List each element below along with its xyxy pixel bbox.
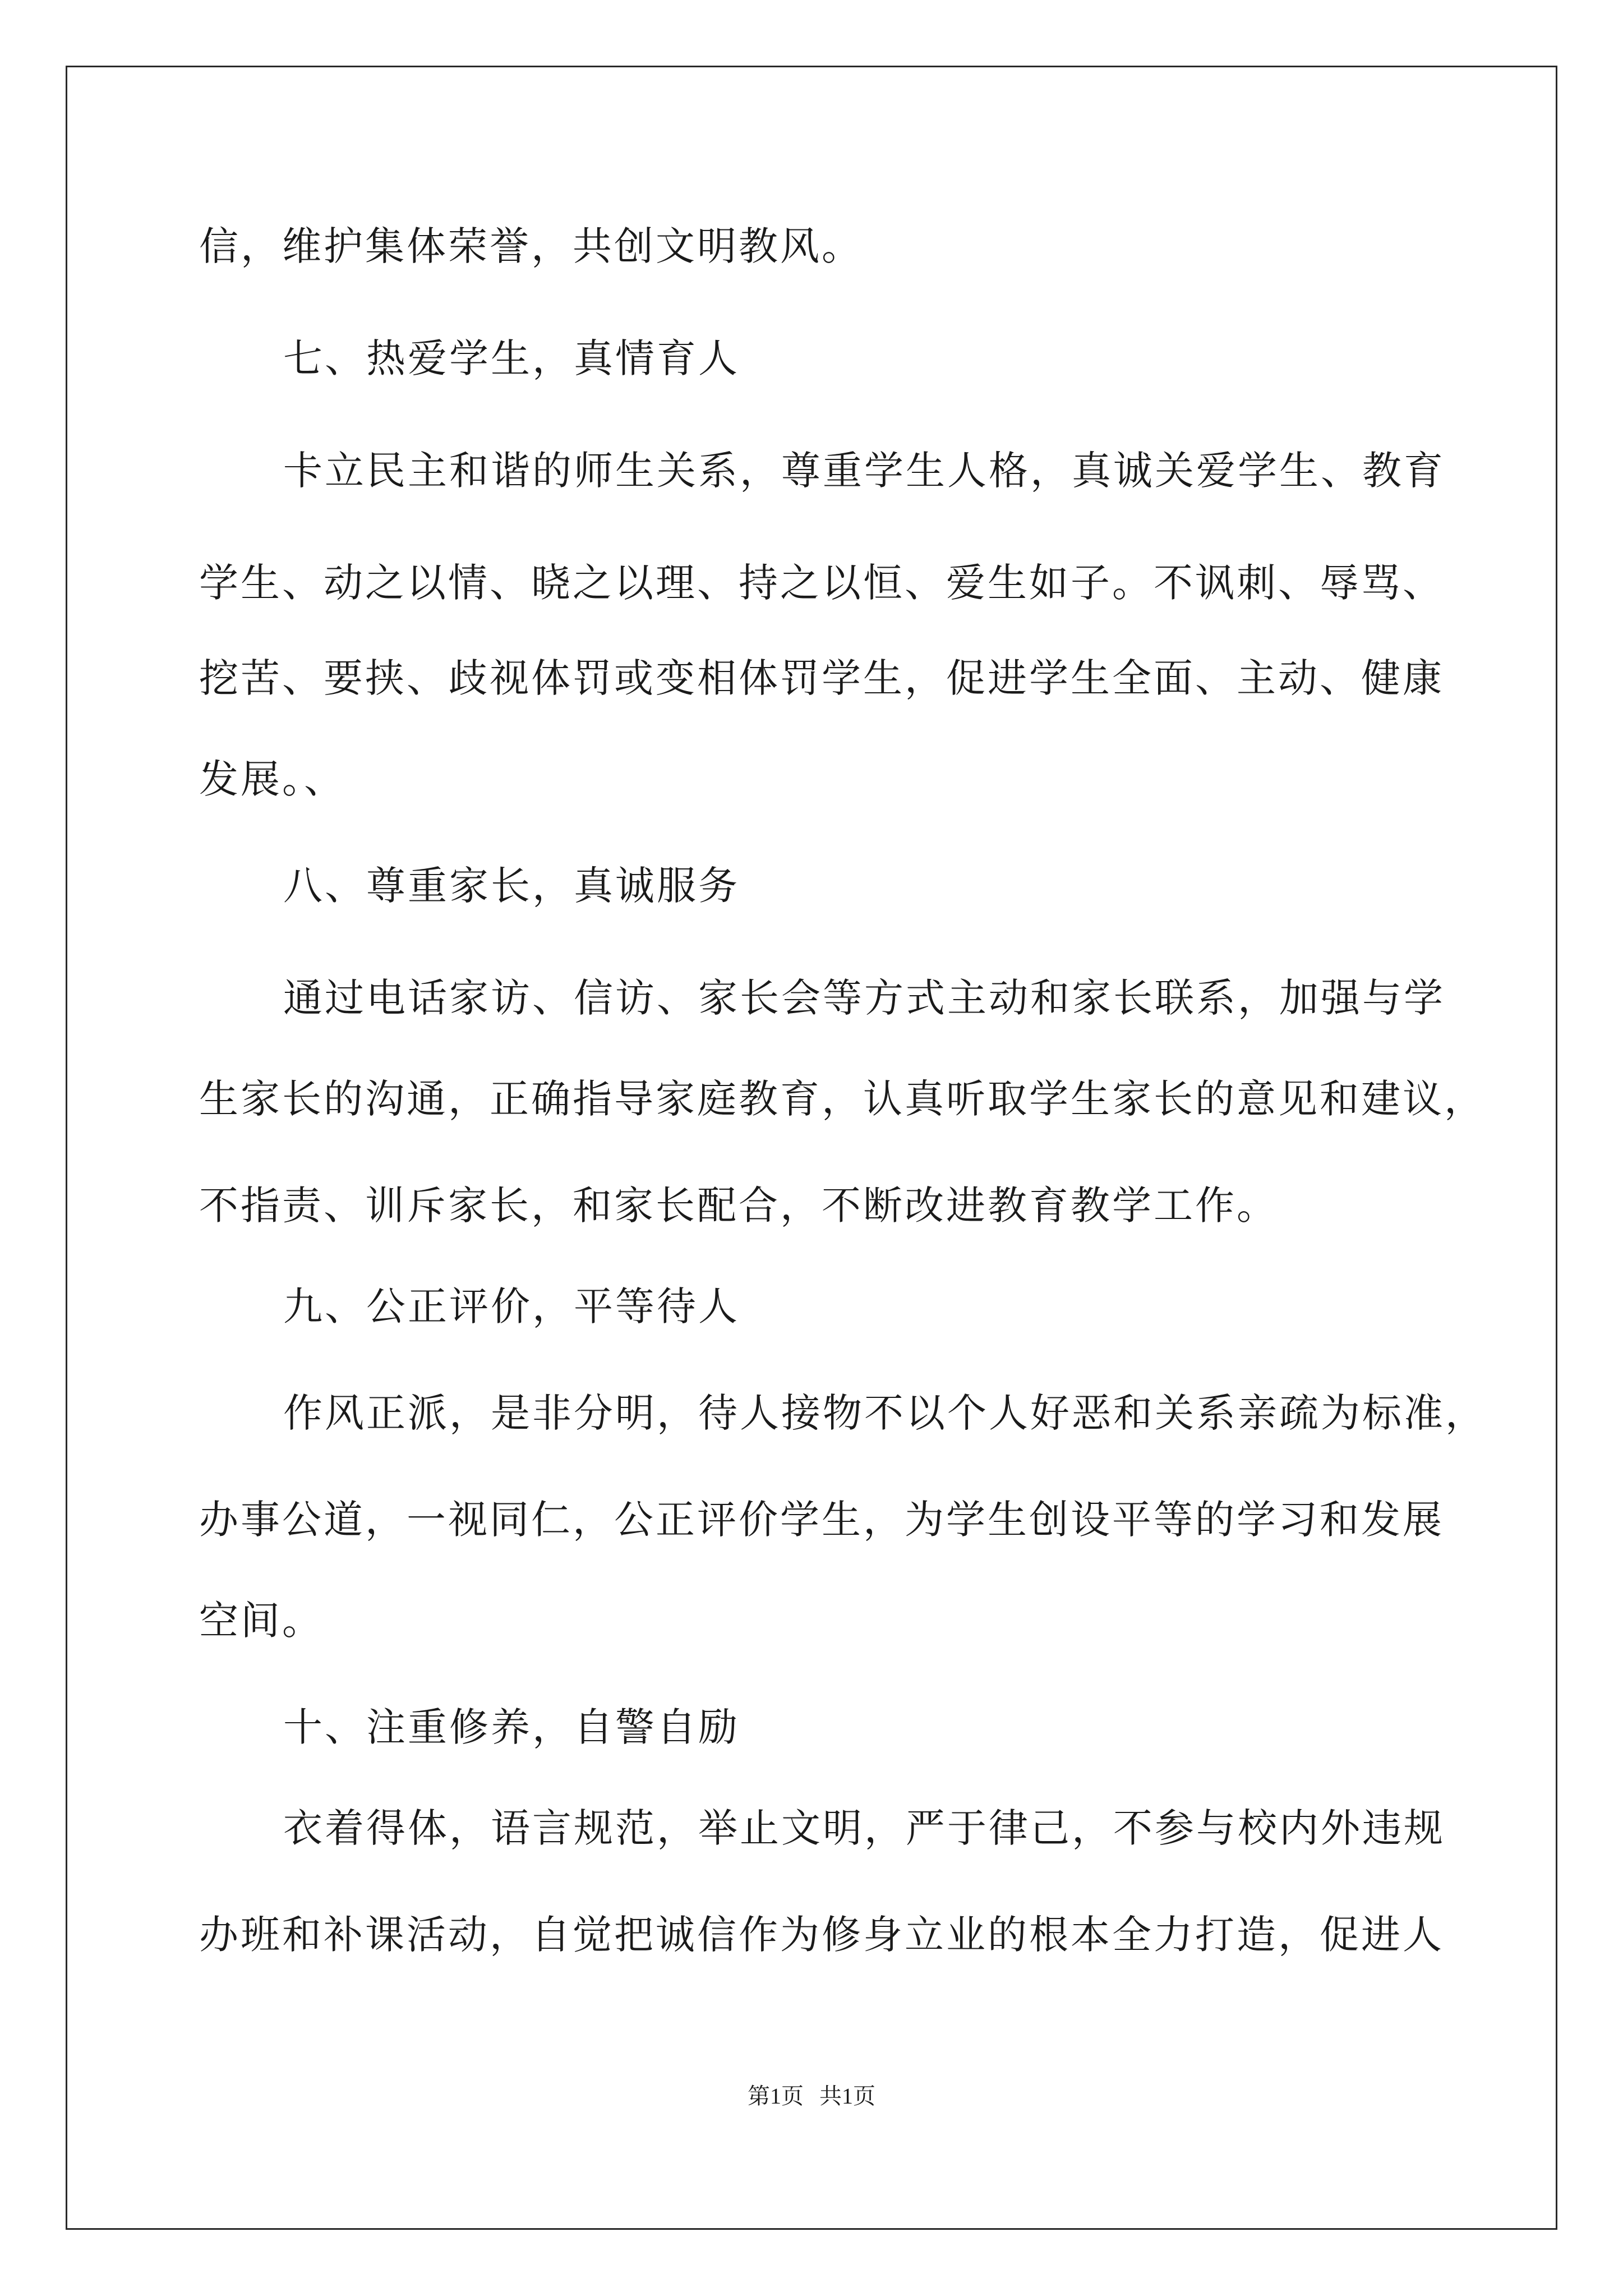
body-line: 发展。、 xyxy=(199,756,345,802)
body-line: 作风正派，是非分明，待人接物不以个人好恶和关系亲疏为标准， xyxy=(283,1390,1487,1436)
body-line: 挖苦、要挟、歧视体罚或变相体罚学生，促进学生全面、主动、健康 xyxy=(199,655,1444,701)
section-heading: 八、尊重家长，真诚服务 xyxy=(283,863,740,909)
body-line: 生家长的沟通，正确指导家庭教育，认真听取学生家长的意见和建议， xyxy=(199,1076,1486,1122)
page-border xyxy=(66,66,1557,2230)
body-line: 卡立民主和谐的师生关系，尊重学生人格，真诚关爱学生、教育 xyxy=(283,448,1445,494)
section-heading: 七、热爱学生，真情育人 xyxy=(283,335,740,381)
body-line: 办班和补课活动，自觉把诚信作为修身立业的根本全力打造，促进人 xyxy=(199,1912,1444,1958)
section-heading: 十、注重修养，自警自励 xyxy=(283,1704,740,1750)
body-line: 学生、动之以情、晓之以理、持之以恒、爱生如子。不讽刺、辱骂、 xyxy=(199,560,1444,606)
body-line: 衣着得体，语言规范，举止文明，严于律己，不参与校内外违规 xyxy=(283,1805,1445,1851)
page-number: 第1页 共1页 xyxy=(748,2083,875,2109)
body-line: 办事公道，一视同仁，公正评价学生，为学生创设平等的学习和发展 xyxy=(199,1497,1444,1543)
body-line: 通过电话家访、信访、家长会等方式主动和家长联系，加强与学 xyxy=(283,975,1445,1021)
body-line: 不指责、训斥家长，和家长配合，不断改进教育教学工作。 xyxy=(199,1182,1278,1228)
body-line: 空间。 xyxy=(199,1598,324,1644)
section-heading: 九、公正评价，平等待人 xyxy=(283,1283,740,1329)
body-line: 信，维护集体荣誉，共创文明教风。 xyxy=(199,223,863,269)
